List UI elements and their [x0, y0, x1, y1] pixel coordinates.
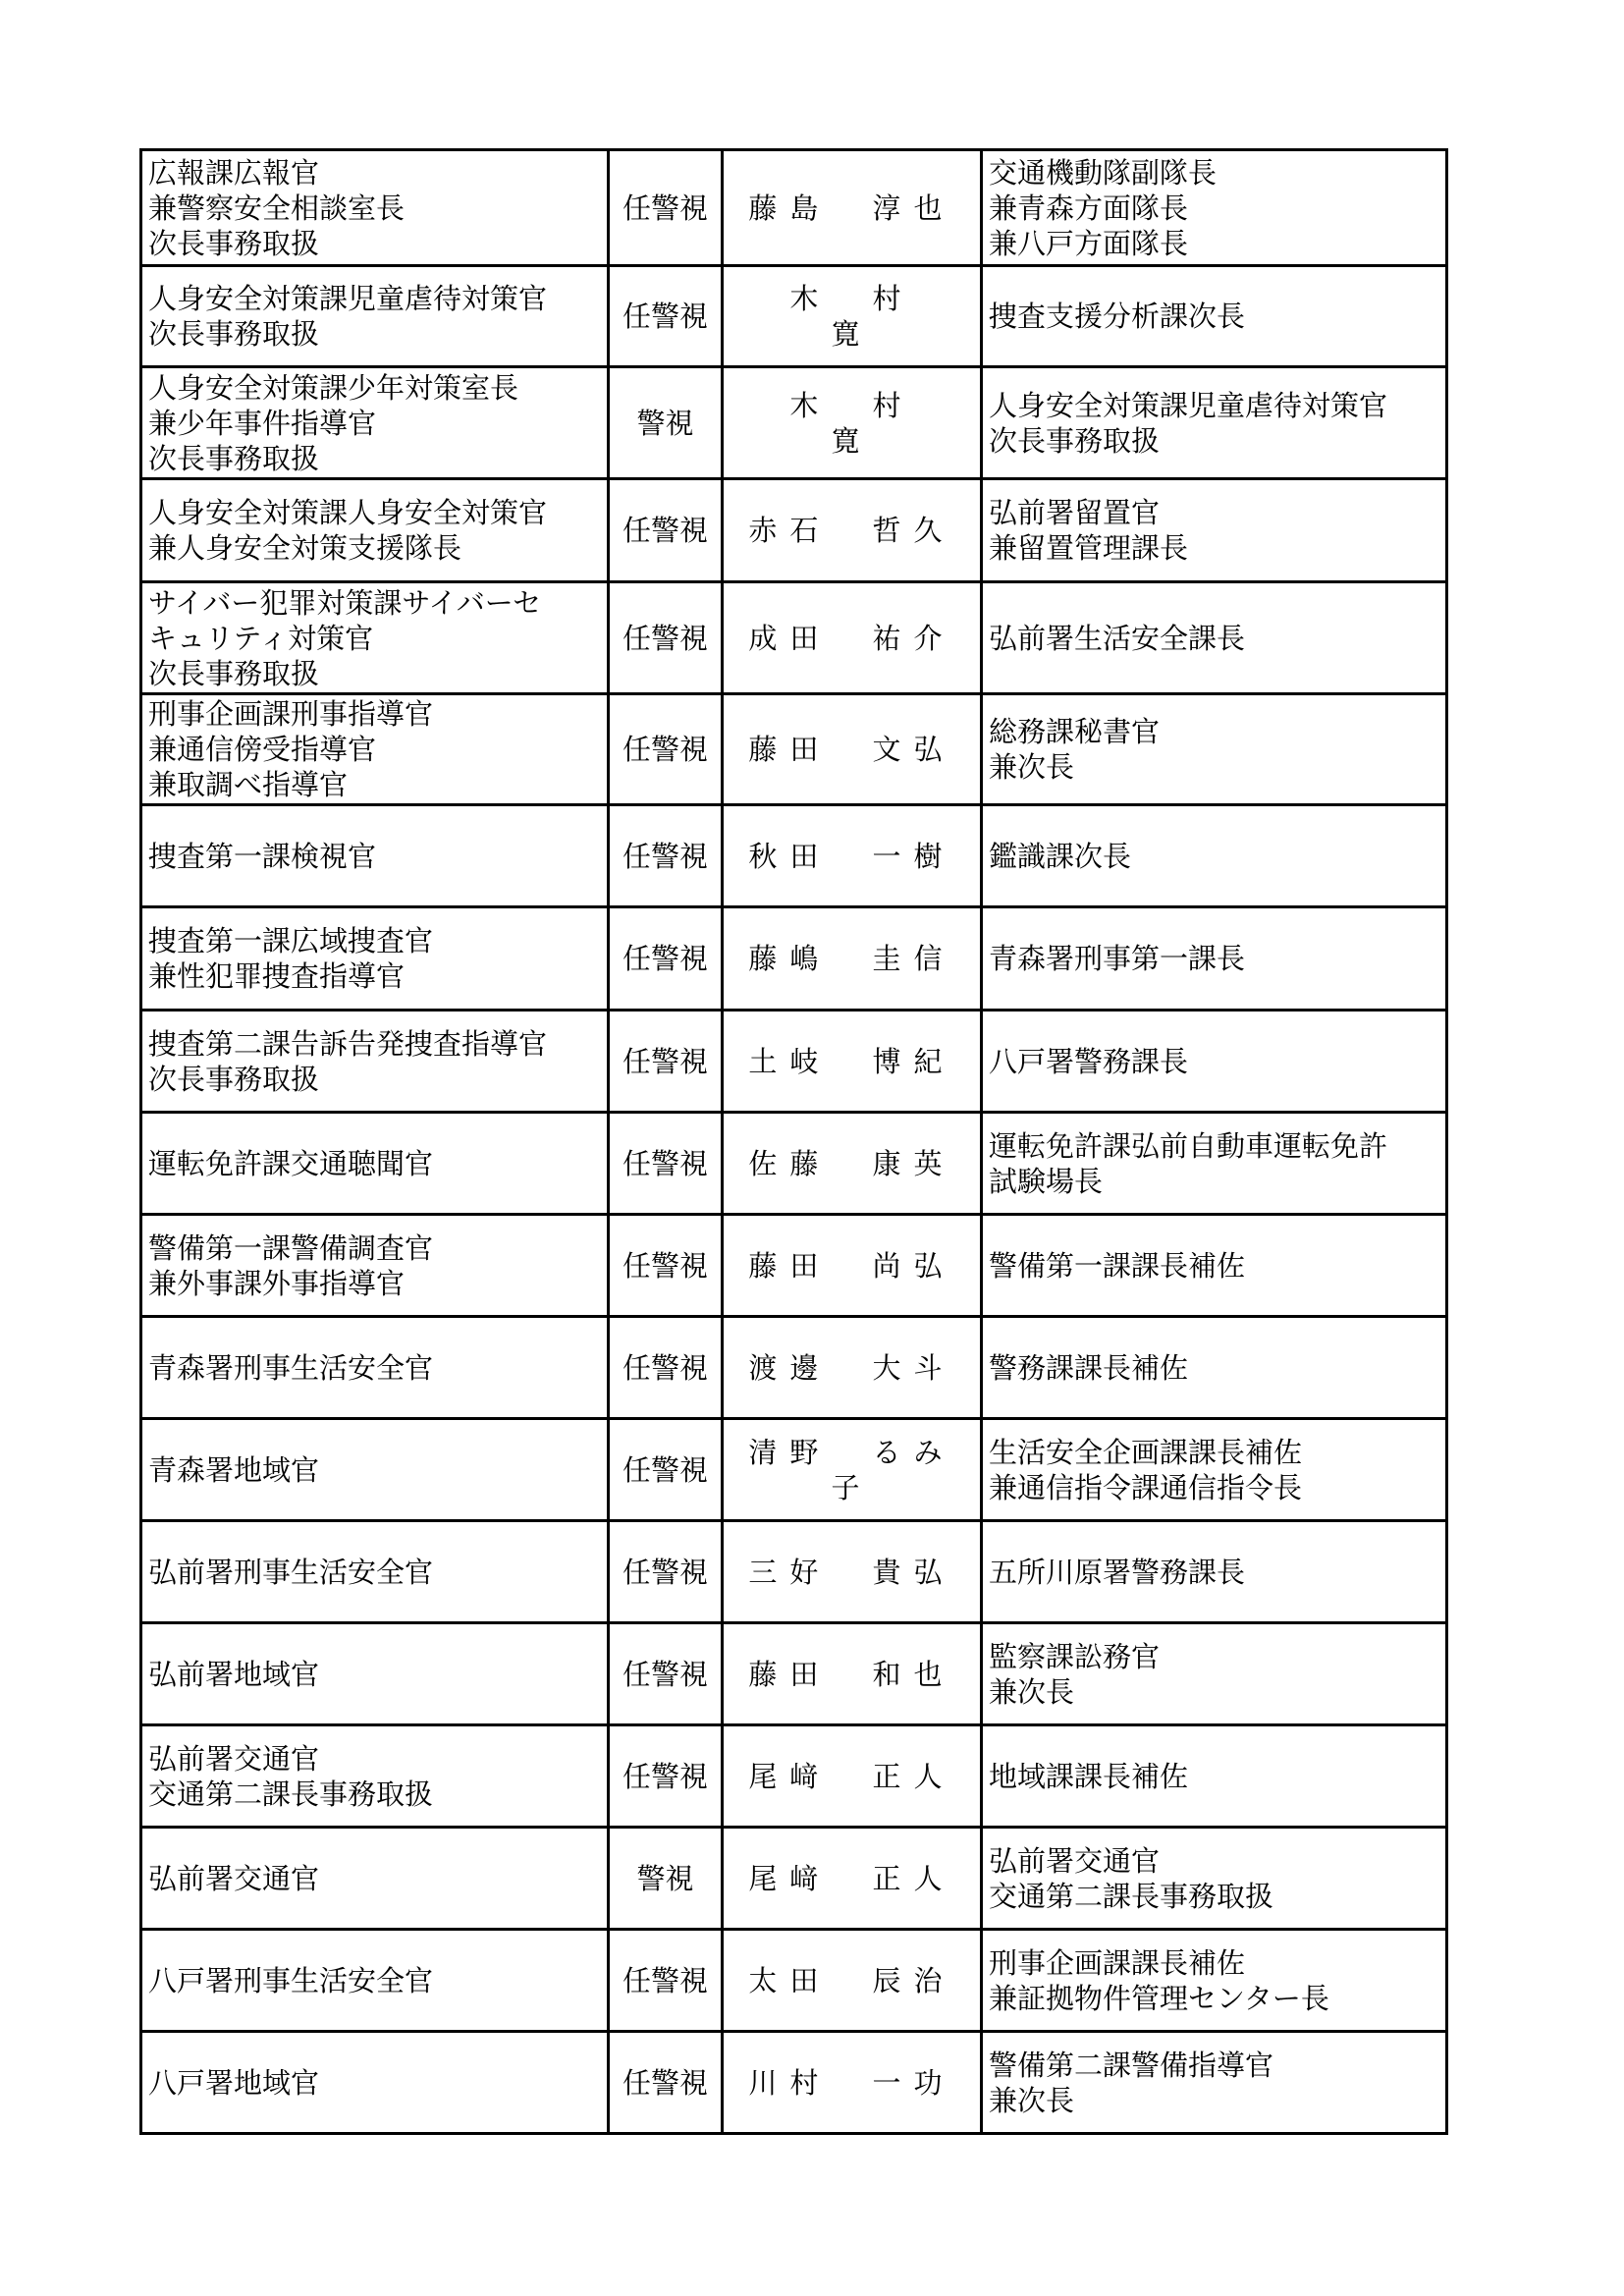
old-position-cell-line: 総務課秘書官 [989, 715, 1161, 748]
new-position-cell-line: キュリティ対策官 [148, 621, 374, 655]
new-position-cell [141, 805, 609, 907]
table-row [141, 907, 1447, 1011]
table-row [141, 1725, 1447, 1828]
new-position-cell-line: 人身安全対策課少年対策室長 [148, 370, 519, 405]
old-position-cell-line: 捜査支援分析課次長 [989, 300, 1246, 333]
table-row [141, 266, 1447, 367]
old-position-cell [982, 694, 1447, 805]
new-position-cell-line: サイバー犯罪対策課サイバーセ [148, 585, 542, 620]
new-position-cell-line: 兼少年事件指導官 [148, 406, 377, 440]
table-row [141, 2032, 1447, 2134]
old-position-cell-line: 運転免許課弘前自動車運転免許 [989, 1128, 1388, 1163]
name-cell: 藤田 和也 [723, 1623, 982, 1725]
new-position-cell [141, 1725, 609, 1828]
new-position-cell-line: 次長事務取扱 [148, 317, 320, 351]
table-row [141, 1317, 1447, 1419]
old-position-cell-line: 青森署刑事第一課長 [989, 942, 1246, 975]
old-position-cell [982, 479, 1447, 582]
new-position-cell-line: 弘前署交通官 [148, 1861, 320, 1895]
table-row [141, 1419, 1447, 1521]
new-position-cell [141, 1930, 609, 2032]
rank-cell: 任警視 [609, 479, 723, 582]
new-position-cell [141, 266, 609, 367]
new-position-cell [141, 694, 609, 805]
new-position-cell-line: 次長事務取扱 [148, 1062, 320, 1096]
new-position-cell-line: 弘前署刑事生活安全官 [148, 1555, 434, 1589]
new-position-cell-line: 刑事企画課刑事指導官 [148, 697, 434, 731]
table-row [141, 1930, 1447, 2032]
new-position-cell [141, 367, 609, 479]
new-position-cell-line: 八戸署地域官 [148, 2065, 320, 2100]
rank-cell: 任警視 [609, 694, 723, 805]
old-position-cell-line: 兼証拠物件管理センター長 [989, 1981, 1329, 2015]
new-position-cell-line: 弘前署交通官 [148, 1741, 320, 1776]
rank-cell: 警視 [609, 1828, 723, 1930]
name-cell: 藤嶋 圭信 [723, 907, 982, 1011]
table-row [141, 1828, 1447, 1930]
new-position-cell-line: 次長事務取扱 [148, 441, 320, 475]
old-position-cell-line: 地域課課長補佐 [989, 1759, 1189, 1793]
table-row [141, 150, 1447, 266]
rank-cell: 任警視 [609, 805, 723, 907]
table-row [141, 1215, 1447, 1317]
new-position-cell [141, 479, 609, 582]
old-position-cell [982, 1215, 1447, 1317]
old-position-cell-line: 警備第二課警備指導官 [989, 2048, 1274, 2082]
rank-cell: 任警視 [609, 1419, 723, 1521]
new-position-cell-line: 交通第二課長事務取扱 [148, 1777, 434, 1811]
rank-cell: 任警視 [609, 1521, 723, 1623]
table-row [141, 1521, 1447, 1623]
old-position-cell-line: 兼次長 [989, 2083, 1075, 2117]
new-position-cell [141, 2032, 609, 2134]
rank-cell: 任警視 [609, 1725, 723, 1828]
old-position-cell-line: 人身安全対策課児童虐待対策官 [989, 388, 1388, 422]
old-position-cell-line: 交通第二課長事務取扱 [989, 1879, 1274, 1913]
old-position-cell [982, 1113, 1447, 1215]
name-cell: 太田 辰治 [723, 1930, 982, 2032]
old-position-cell-line: 弘前署留置官 [989, 496, 1161, 529]
rank-cell: 任警視 [609, 1011, 723, 1113]
old-position-cell-line: 五所川原署警務課長 [989, 1555, 1246, 1589]
new-position-cell-line: 八戸署刑事生活安全官 [148, 1963, 434, 1997]
old-position-cell [982, 1419, 1447, 1521]
new-position-cell-line: 兼人身安全対策支援隊長 [148, 531, 462, 565]
name-cell: 尾﨑 正人 [723, 1725, 982, 1828]
rank-cell: 任警視 [609, 907, 723, 1011]
new-position-cell-line: 警備第一課警備調査官 [148, 1230, 434, 1265]
old-position-cell-line: 鑑識課次長 [989, 839, 1132, 873]
new-position-cell [141, 1011, 609, 1113]
rank-cell: 警視 [609, 367, 723, 479]
old-position-cell [982, 582, 1447, 694]
new-position-cell [141, 1828, 609, 1930]
table-row [141, 1011, 1447, 1113]
new-position-cell-line: 捜査第一課検視官 [148, 839, 377, 873]
name-cell: 藤島 淳也 [723, 150, 982, 266]
old-position-cell [982, 2032, 1447, 2134]
new-position-cell-line: 運転免許課交通聴聞官 [148, 1146, 434, 1180]
personnel-table-body [141, 150, 1447, 2134]
rank-cell: 任警視 [609, 1215, 723, 1317]
old-position-cell-line: 試験場長 [989, 1164, 1104, 1198]
old-position-cell-line: 交通機動隊副隊長 [989, 155, 1218, 190]
name-cell: 三好 貴弘 [723, 1521, 982, 1623]
new-position-cell-line: 兼外事課外事指導官 [148, 1266, 406, 1300]
new-position-cell [141, 1113, 609, 1215]
rank-cell: 任警視 [609, 582, 723, 694]
name-cell: 秋田 一樹 [723, 805, 982, 907]
new-position-cell-line: 捜査第二課告訴告発捜査指導官 [148, 1026, 548, 1061]
new-position-cell [141, 1521, 609, 1623]
old-position-cell-line: 生活安全企画課課長補佐 [989, 1435, 1303, 1469]
new-position-cell-line: 次長事務取扱 [148, 226, 320, 260]
new-position-cell [141, 1419, 609, 1521]
new-position-cell [141, 907, 609, 1011]
old-position-cell-line: 弘前署生活安全課長 [989, 621, 1246, 655]
new-position-cell-line: 人身安全対策課児童虐待対策官 [148, 282, 548, 315]
name-cell: 藤田 尚弘 [723, 1215, 982, 1317]
old-position-cell-line: 兼次長 [989, 1674, 1075, 1709]
old-position-cell [982, 805, 1447, 907]
rank-cell: 任警視 [609, 1930, 723, 2032]
table-row [141, 1623, 1447, 1725]
new-position-cell-line: 青森署地域官 [148, 1452, 320, 1487]
old-position-cell-line: 弘前署交通官 [989, 1843, 1161, 1878]
old-position-cell-line: 兼八戸方面隊長 [989, 226, 1189, 260]
new-position-cell-line: 兼取調べ指導官 [148, 768, 349, 801]
old-position-cell-line: 八戸署警務課長 [989, 1044, 1189, 1078]
rank-cell: 任警視 [609, 1113, 723, 1215]
table-row [141, 805, 1447, 907]
rank-cell: 任警視 [609, 150, 723, 266]
new-position-cell-line: 弘前署地域官 [148, 1657, 320, 1691]
table-row [141, 1113, 1447, 1215]
old-position-cell [982, 266, 1447, 367]
old-position-cell [982, 907, 1447, 1011]
rank-cell: 任警視 [609, 266, 723, 367]
name-cell: 木 村 寛 [723, 367, 982, 479]
name-cell: 川村 一功 [723, 2032, 982, 2134]
rank-cell: 任警視 [609, 2032, 723, 2134]
rank-cell: 任警視 [609, 1317, 723, 1419]
new-position-cell-line: 兼通信傍受指導官 [148, 733, 377, 766]
new-position-cell-line: 兼性犯罪捜査指導官 [148, 959, 406, 993]
new-position-cell-line: 広報課広報官 [148, 155, 320, 190]
old-position-cell-line: 警務課課長補佐 [989, 1350, 1189, 1385]
new-position-cell [141, 1317, 609, 1419]
new-position-cell [141, 1623, 609, 1725]
old-position-cell [982, 1317, 1447, 1419]
new-position-cell-line: 捜査第一課広域捜査官 [148, 924, 434, 957]
old-position-cell [982, 1623, 1447, 1725]
table-row [141, 694, 1447, 805]
old-position-cell-line: 刑事企画課課長補佐 [989, 1945, 1246, 1980]
name-cell: 渡邊 大斗 [723, 1317, 982, 1419]
old-position-cell-line: 次長事務取扱 [989, 423, 1161, 458]
old-position-cell-line: 監察課訟務官 [989, 1639, 1161, 1673]
new-position-cell [141, 582, 609, 694]
table-row [141, 367, 1447, 479]
old-position-cell-line: 兼次長 [989, 750, 1075, 784]
table-row [141, 479, 1447, 582]
old-position-cell-line: 警備第一課課長補佐 [989, 1248, 1246, 1283]
old-position-cell [982, 1930, 1447, 2032]
old-position-cell-line: 兼青森方面隊長 [989, 191, 1189, 225]
new-position-cell [141, 150, 609, 266]
old-position-cell [982, 1011, 1447, 1113]
name-cell: 清野 るみ子 [723, 1419, 982, 1521]
new-position-cell [141, 1215, 609, 1317]
new-position-cell-line: 次長事務取扱 [148, 656, 320, 690]
old-position-cell [982, 150, 1447, 266]
old-position-cell-line: 兼通信指令課通信指令長 [989, 1470, 1303, 1504]
new-position-cell-line: 人身安全対策課人身安全対策官 [148, 496, 548, 529]
old-position-cell [982, 1725, 1447, 1828]
name-cell: 木 村 寛 [723, 266, 982, 367]
old-position-cell-line: 兼留置管理課長 [989, 531, 1189, 565]
old-position-cell [982, 1521, 1447, 1623]
name-cell: 藤田 文弘 [723, 694, 982, 805]
personnel-table [139, 148, 1448, 2135]
new-position-cell-line: 青森署刑事生活安全官 [148, 1350, 434, 1385]
new-position-cell-line: 兼警察安全相談室長 [148, 191, 406, 225]
name-cell: 赤石 哲久 [723, 479, 982, 582]
name-cell: 尾﨑 正人 [723, 1828, 982, 1930]
name-cell: 佐藤 康英 [723, 1113, 982, 1215]
old-position-cell [982, 367, 1447, 479]
old-position-cell [982, 1828, 1447, 1930]
name-cell: 土岐 博紀 [723, 1011, 982, 1113]
rank-cell: 任警視 [609, 1623, 723, 1725]
table-row [141, 582, 1447, 694]
name-cell: 成田 祐介 [723, 582, 982, 694]
